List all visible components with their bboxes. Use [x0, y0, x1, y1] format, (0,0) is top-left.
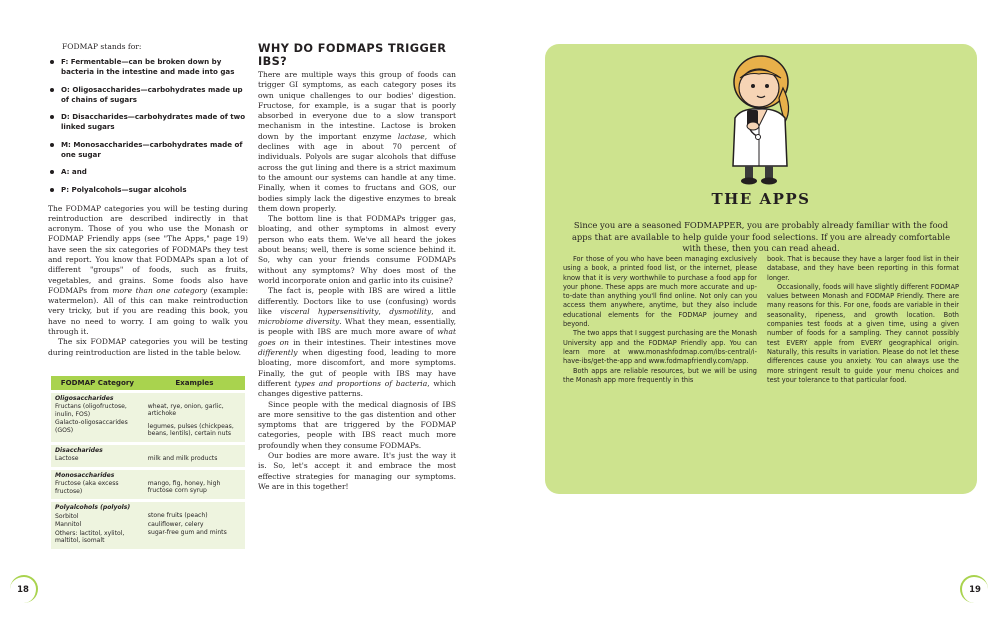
body-paragraph: Our bodies are more aware. It's just the way it is. So, let's accept it and embrace the most effective strategies for managing our symptoms. We are in this together!: [258, 450, 456, 491]
fodmap-definition-list: [48, 57, 248, 195]
example-item: stone fruits (peach): [147, 512, 208, 519]
table-row: [51, 393, 245, 442]
definition-a: A: and: [48, 167, 248, 177]
body-paragraph: Since people with the medical diagnosis of IBS are more sensitive to the gas distention and other symptoms that are triggered by the FODMAP categories, people with IBS react much more profoundly when they consume FODMAPs.: [258, 399, 456, 450]
table-row: [51, 470, 245, 500]
apps-paragraph: For those of you who have been managing exclusively using a book, a printed food list, or the internet, please know that it is very worthwhile to purchase a food app for your phone. These apps are much more accurate and up-to-date than anything you'll find online. Not only can you access them anywhere, anytime, but they also include educational elements for the FODMAP journey and beyond.: [563, 255, 757, 329]
apps-paragraph: Occasionally, foods will have slightly different FODMAP values between Monash and FODMAP Friendly. There are many reasons for this. For one, foods are variable in their seasonality, ripeness, and growth location. Both companies test foods at a given time, using a given number of foods for a sampling. They cannot possibly test EVERY apple from EVERY geographical origin. Naturally, this results in variation. Please do not let these differences cause you anxiety. You can always use the more stringent result to guide your menu choices and test your tolerance to that particular food.: [767, 282, 959, 384]
example-item: cauliflower, celery: [147, 520, 204, 528]
definition-f: F: Fermentable—can be broken down by bacteria in the intestine and made into gas: [48, 57, 248, 77]
left-column: [48, 42, 248, 358]
apps-title: THE APPS: [711, 190, 811, 208]
section-heading: WHY DO FODMAPS TRIGGER IBS?: [258, 42, 447, 68]
category-item: Mannitol: [55, 521, 82, 528]
page-number-left: 18: [10, 575, 38, 603]
category-item: Sorbitol: [55, 512, 79, 520]
definition-o: O: Oligosaccharides—carbohydrates made up of chains of sugars: [48, 85, 248, 105]
table-header-examples: Examples: [144, 376, 245, 390]
category-item: Fructose (aka excess fructose): [55, 480, 119, 495]
apps-sidebar: [545, 44, 977, 494]
apps-intro: Since you are a seasoned FODMAPPER, you are probably already familiar with the food apps that are available to help guide your food selections. If you are already comfortable with these, then you can read ahead.: [571, 220, 951, 253]
definition-p: P: Polyalcohols—sugar alcohols: [48, 185, 248, 195]
example-item: sugar-free gum and mints: [147, 529, 227, 536]
example-item: wheat, rye, onion, garlic, artichoke: [147, 402, 224, 417]
definition-m: M: Monosaccharides—carbohydrates made of one sugar: [48, 140, 248, 160]
fodmap-category-table: [51, 376, 245, 549]
categories-paragraph: The FODMAP categories you will be testing during reintroduction are described indirectly in that acronym. Those of you who use the Monash or FODMAP Friendly apps (see "The Apps," page 19) have seen the six categories of FODMAPs they test and report. You know that FODMAPs span a lot of different "groups" of foods, such as fruits, vegetables, and grains. Some foods also have FODMAPs from more than one category (example: watermelon). All of this can make reintroduction very tricky, but if you are reading this book, you have no need to worry. I am going to walk you through it.: [48, 203, 248, 337]
body-paragraph: There are multiple ways this group of foods can trigger GI symptoms, as each category poses its own unique challenges to our bodies' digestion. Fructose, for example, is a sugar that is poorly absorbed in everyone due to a slow transport mechanism in the intestine. Lactose is broken down by the important enzyme lactase, which declines with age in about 70 percent of individuals. Polyols are sugar alcohols that diffuse across the gut lining and there is a strict maximum to the amount our systems can handle at any time. Finally, when it comes to fructans and GOS, our bodies simply lack the digestive enzymes to break them down properly.: [258, 70, 456, 213]
page-number-right: 19: [960, 575, 988, 603]
category-item: Lactose: [55, 455, 79, 462]
category-name: Disaccharides: [55, 446, 103, 454]
table-header-category: FODMAP Category: [51, 376, 144, 390]
category-name: Oligosaccharides: [55, 394, 114, 402]
apps-right-column: [767, 255, 959, 385]
middle-column: [258, 42, 456, 492]
apps-left-column: [563, 255, 757, 385]
category-item: Others: lactitol, xylitol, maltitol, isomalt: [55, 529, 125, 544]
body-paragraph: The bottom line is that FODMAPs trigger gas, bloating, and other symptoms in almost every person who eats them. We've all heard the jokes about beans; well, there is some science behind it. So, why can your friends consume FODMAPs without any symptoms? Why does most of the world incorporate onion and garlic into its cuisine?: [258, 214, 456, 285]
table-row: [51, 445, 245, 467]
category-name: Monosaccharides: [55, 471, 115, 479]
table-intro-paragraph: The six FODMAP categories you will be testing during reintroduction are listed in the table below.: [48, 337, 248, 357]
fodmap-intro: FODMAP stands for:: [62, 42, 142, 51]
apps-paragraph: The two apps that I suggest purchasing are the Monash University app and the FODMAP Friendly app. You can learn more at www.monashfodmap.com/ibs-central/i-have-ibs/get-the-app and www.fodmapfriendly.com/app.: [563, 329, 757, 366]
doctor-mascot-illustration: [711, 52, 811, 186]
body-paragraph: The fact is, people with IBS are wired a little differently. Doctors like to use (confusing) words like visceral hypersensitivity, dysmotility, and microbiome diversity. What they mean, essentially, is people with IBS are much more aware of what goes on in their intestines. Their intestines move differently when digesting food, leading to more bloating, more discomfort, and more symptoms. Finally, the gut of people with IBS may have different types and proportions of bacteria, which changes digestive patterns.: [258, 286, 457, 399]
apps-paragraph: book. That is because they have a larger food list in their database, and they have been reporting in this format longer.: [767, 255, 959, 282]
example-item: milk and milk products: [147, 454, 218, 462]
category-name: Polyalcohols (polyols): [55, 504, 131, 511]
example-item: mango, fig, honey, high fructose corn syrup: [147, 479, 221, 494]
definition-d: D: Disaccharides—carbohydrates made of two linked sugars: [48, 112, 248, 132]
example-item: legumes, pulses (chickpeas, beans, lentils), certain nuts: [147, 422, 234, 437]
table-row: [51, 502, 245, 549]
category-item: Fructans (oligofructose, inulin, FOS): [55, 403, 127, 418]
apps-paragraph: Both apps are reliable resources, but we will be using the Monash app more frequently in this: [563, 366, 757, 384]
category-item: Galacto-oligosaccarides (GOS): [55, 419, 128, 434]
